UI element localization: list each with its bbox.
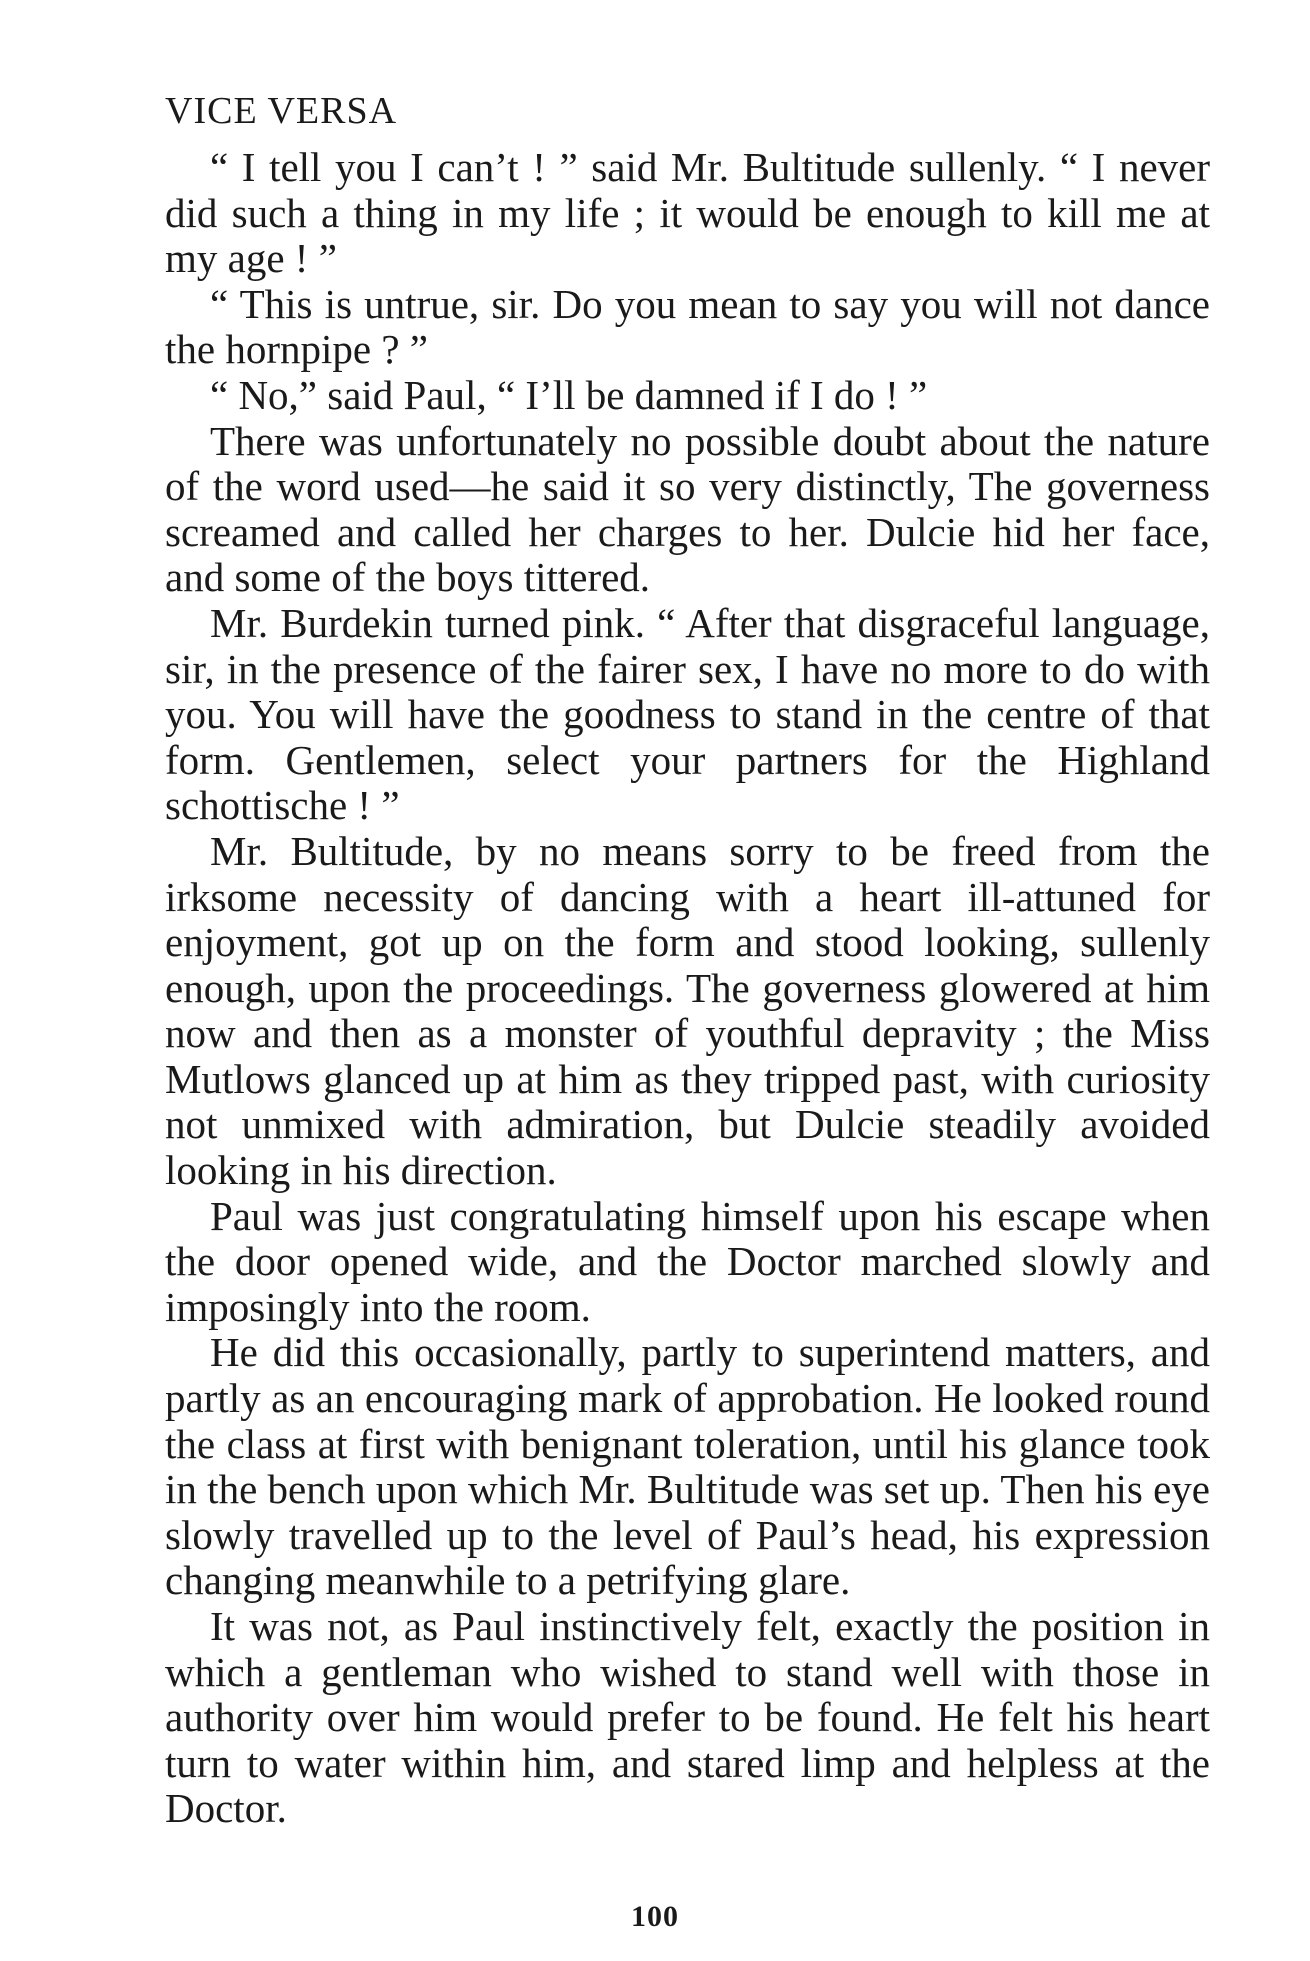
paragraph: Mr. Bultitude, by no means sorry to be freed from the irksome necessity of dancing with a heart ill-attuned for enjoyment, got up on the form and stood looking, sullenly enough, upon the proceedings. The governess glowered at him now and then as a monster of youthful depravity ; the Miss Mutlows glanced up at him as they tripped past, with curiosity not unmixed with admiration, but Dulcie steadily avoided looking in his direction. (165, 827, 1210, 1194)
running-head: VICE VERSA (165, 90, 398, 132)
paragraph: “ This is untrue, sir. Do you mean to say you will not dance the hornpipe ? ” (165, 280, 1210, 373)
paragraph: He did this occasionally, partly to superintend matters, and partly as an encouraging mark of approbation. He looked round the class at first with benignant toleration, until his glance took in the bench upon which Mr. Bultitude was set up. Then his eye slowly travelled up to the level of Paul’s head, his expression changing meanwhile to a petrifying glare. (165, 1329, 1210, 1604)
paragraph: Mr. Burdekin turned pink. “ After that disgraceful language, sir, in the presence of the fairer sex, I have no more to do with you. You will have the goodness to stand in the centre of that form. Gentlemen, select your partners for the Highland schottische ! ” (165, 599, 1210, 829)
page-number: 100 (631, 1900, 679, 1933)
paragraph: Paul was just congratulating himself upon his escape when the door opened wide, and the Doctor marched slowly and imposingly into the room. (165, 1192, 1210, 1330)
paragraph: “ No,” said Paul, “ I’ll be damned if I do ! ” (210, 371, 928, 418)
paragraph: There was unfortunately no possible doubt about the nature of the word used—he said it so very distinctly, The governess screamed and called her charges to her. Dulcie hid her face, and some of the boys tittered. (165, 417, 1210, 601)
paragraph: It was not, as Paul instinctively felt, exactly the position in which a gentleman who wished to stand well with those in authority over him would prefer to be found. He felt his heart turn to water within him, and stared limp and helpless at the Doctor. (165, 1603, 1210, 1832)
body-text (165, 145, 1210, 1832)
paragraph: “ I tell you I can’t ! ” said Mr. Bultitude sullenly. “ I never did such a thing in my life ; it would be enough to kill me at my age ! ” (165, 144, 1210, 282)
